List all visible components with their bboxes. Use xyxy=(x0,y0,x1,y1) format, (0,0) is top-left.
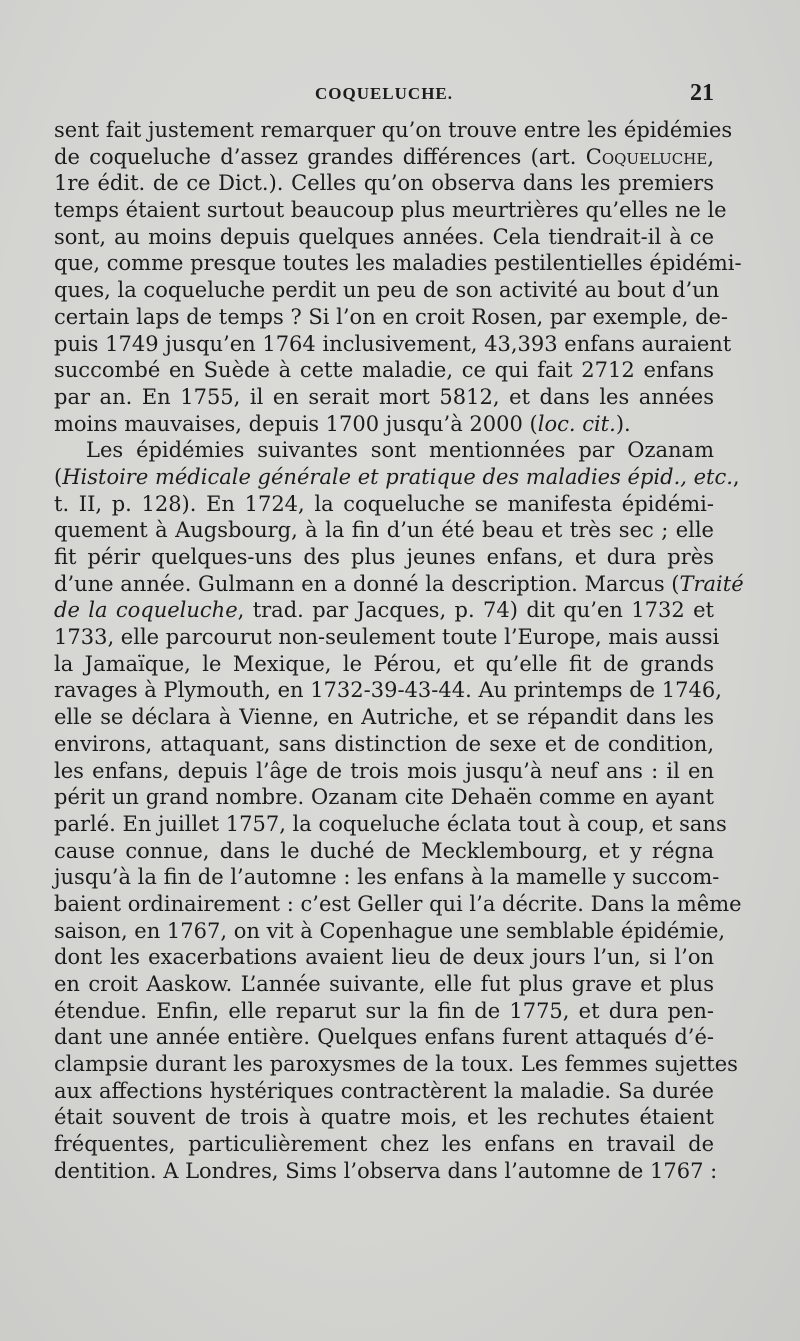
text-line xyxy=(54,250,742,277)
text-segment: dentition. A Londres, Sims l’observa dans l’automne de 1767 : xyxy=(54,1158,718,1183)
text-segment: dant une année entière. Quelques enfans furent attaqués d’é- xyxy=(54,1025,714,1050)
text-line xyxy=(54,277,720,304)
text-segment: fit périr quelques-uns des plus jeunes enfans, et dura près xyxy=(54,545,714,569)
text-segment: moins mauvaises, depuis 1700 jusqu’à 2000 ( xyxy=(54,411,538,436)
text-line xyxy=(54,838,714,865)
text-segment: fréquentes, particulièrement chez les enfans en travail de xyxy=(54,1132,714,1157)
text-line xyxy=(54,117,733,144)
text-line xyxy=(54,651,714,678)
text-line xyxy=(54,170,714,197)
text-line xyxy=(54,384,714,411)
text-segment: d’une année. Gulmann en a donné la description. Marcus ( xyxy=(54,571,680,596)
text-segment: Les épidémies suivantes sont mentionnées par Ozanam xyxy=(86,438,714,463)
text-line xyxy=(54,1104,714,1131)
text-line xyxy=(54,998,714,1025)
text-segment: Traité xyxy=(679,571,744,596)
text-line xyxy=(54,224,714,251)
text-segment: 1re édit. de ce Dict.). Celles qu’on observa dans les premiers xyxy=(54,171,714,196)
text-segment: ( xyxy=(54,464,63,489)
text-line xyxy=(54,811,727,838)
text-line xyxy=(54,624,720,651)
text-segment: succombé en Suède à cette maladie, ce qui fait 2712 enfans xyxy=(54,358,714,383)
text-line xyxy=(54,411,714,438)
text-segment: étendue. Enfin, elle reparut sur la fin de 1775, et dura pen- xyxy=(54,998,714,1023)
text-line xyxy=(54,437,714,464)
text-line xyxy=(54,1051,738,1078)
text-line xyxy=(54,331,732,358)
text-segment: , xyxy=(707,144,714,169)
text-line xyxy=(54,677,722,704)
text-segment: les enfans, depuis l’âge de trois mois jusqu’à neuf ans : il en xyxy=(54,758,714,783)
text-line xyxy=(54,944,714,971)
text-line xyxy=(54,784,714,811)
text-line xyxy=(54,971,714,998)
text-line xyxy=(54,1131,714,1158)
text-segment: Histoire médicale générale et pratique des maladies épid., etc. xyxy=(62,464,733,489)
text-segment: Coqueluche xyxy=(585,144,708,169)
text-segment: saison, en 1767, on vit à Copenhague une semblable épidémie, xyxy=(54,918,726,943)
text-segment: sont, au moins depuis quelques années. Cela tiendrait-il à ce xyxy=(54,224,714,249)
page-number: 21 xyxy=(690,80,714,106)
text-segment: jusqu’à la fin de l’automne : les enfans à la mamelle y succom- xyxy=(54,865,720,890)
text-segment: baient ordinairement : c’est Geller qui l’a décrite. Dans la même xyxy=(54,891,742,916)
text-line xyxy=(54,597,714,624)
text-segment: environs, attaquant, sans distinction de sexe et de condition, xyxy=(54,731,714,756)
text-segment: temps étaient surtout beaucoup plus meurtrières qu’elles ne le xyxy=(54,198,727,223)
text-segment: clampsie durant les paroxysmes de la toux. Les femmes sujettes xyxy=(54,1052,738,1077)
text-line xyxy=(54,891,742,918)
text-line xyxy=(54,758,714,785)
text-line xyxy=(54,571,744,598)
text-segment: parlé. En juillet 1757, la coqueluche éclata tout à coup, et sans xyxy=(54,811,727,836)
text-line xyxy=(54,144,714,171)
text-line xyxy=(54,197,727,224)
text-line xyxy=(54,357,714,384)
text-line xyxy=(54,544,714,571)
text-line xyxy=(54,491,714,518)
text-segment: , xyxy=(732,464,740,489)
text-segment: puis 1749 jusqu’en 1764 inclusivement, 43,393 enfans auraient xyxy=(54,331,732,356)
text-line xyxy=(54,1024,714,1051)
text-segment: ques, la coqueluche perdit un peu de son activité au bout d’un xyxy=(54,278,720,303)
text-segment: de coqueluche d’assez grandes différences (art. xyxy=(54,144,586,169)
text-segment: que, comme presque toutes les maladies pestilentielles épidémi- xyxy=(54,251,742,276)
text-line xyxy=(54,864,720,891)
text-segment: 1733, elle parcourut non-seulement toute l’Europe, mais aussi xyxy=(54,625,720,650)
text-segment: t. II, p. 128). En 1724, la coqueluche se manifesta épidémi- xyxy=(54,491,714,516)
text-line xyxy=(54,517,714,544)
running-title: COQUELUCHE. xyxy=(314,84,454,103)
text-line xyxy=(54,1158,718,1185)
text-line xyxy=(54,464,740,491)
text-segment: sent fait justement remarquer qu’on trouve entre les épidémies xyxy=(54,118,733,142)
text-segment: ravages à Plymouth, en 1732-39-43-44. Au printemps de 1746, xyxy=(54,678,722,703)
text-segment: loc. cit. xyxy=(537,411,616,436)
text-segment: la Jamaïque, le Mexique, le Pérou, et qu’elle fit de grands xyxy=(54,651,714,676)
text-segment: en croit Aaskow. L’année suivante, elle fut plus grave et plus xyxy=(54,972,714,996)
text-segment: était souvent de trois à quatre mois, et les rechutes étaient xyxy=(54,1105,714,1130)
running-head xyxy=(54,80,714,114)
text-segment: certain laps de temps ? Si l’on en croit Rosen, par exemple, de- xyxy=(54,304,729,329)
text-line xyxy=(54,918,726,945)
text-segment: aux affections hystériques contractèrent la maladie. Sa durée xyxy=(54,1078,714,1103)
text-line xyxy=(54,304,729,331)
body-text xyxy=(54,117,744,1185)
text-segment: dont les exacerbations avaient lieu de deux jours l’un, si l’on xyxy=(54,945,714,970)
text-line xyxy=(54,704,714,731)
text-segment: périt un grand nombre. Ozanam cite Dehaën comme en ayant xyxy=(54,785,714,810)
text-segment: cause connue, dans le duché de Mecklembourg, et y régna xyxy=(54,838,714,863)
text-line xyxy=(54,731,714,758)
text-segment: de la coqueluche xyxy=(54,598,238,623)
text-segment: quement à Augsbourg, à la fin d’un été beau et très sec ; elle xyxy=(54,518,714,543)
text-segment: elle se déclara à Vienne, en Autriche, et se répandit dans les xyxy=(54,705,714,730)
text-segment: ). xyxy=(615,411,631,436)
text-segment: par an. En 1755, il en serait mort 5812, et dans les années xyxy=(54,384,714,409)
text-line xyxy=(54,1078,714,1105)
text-segment: , trad. par Jacques, p. 74) dit qu’en 1732 et xyxy=(237,598,714,623)
